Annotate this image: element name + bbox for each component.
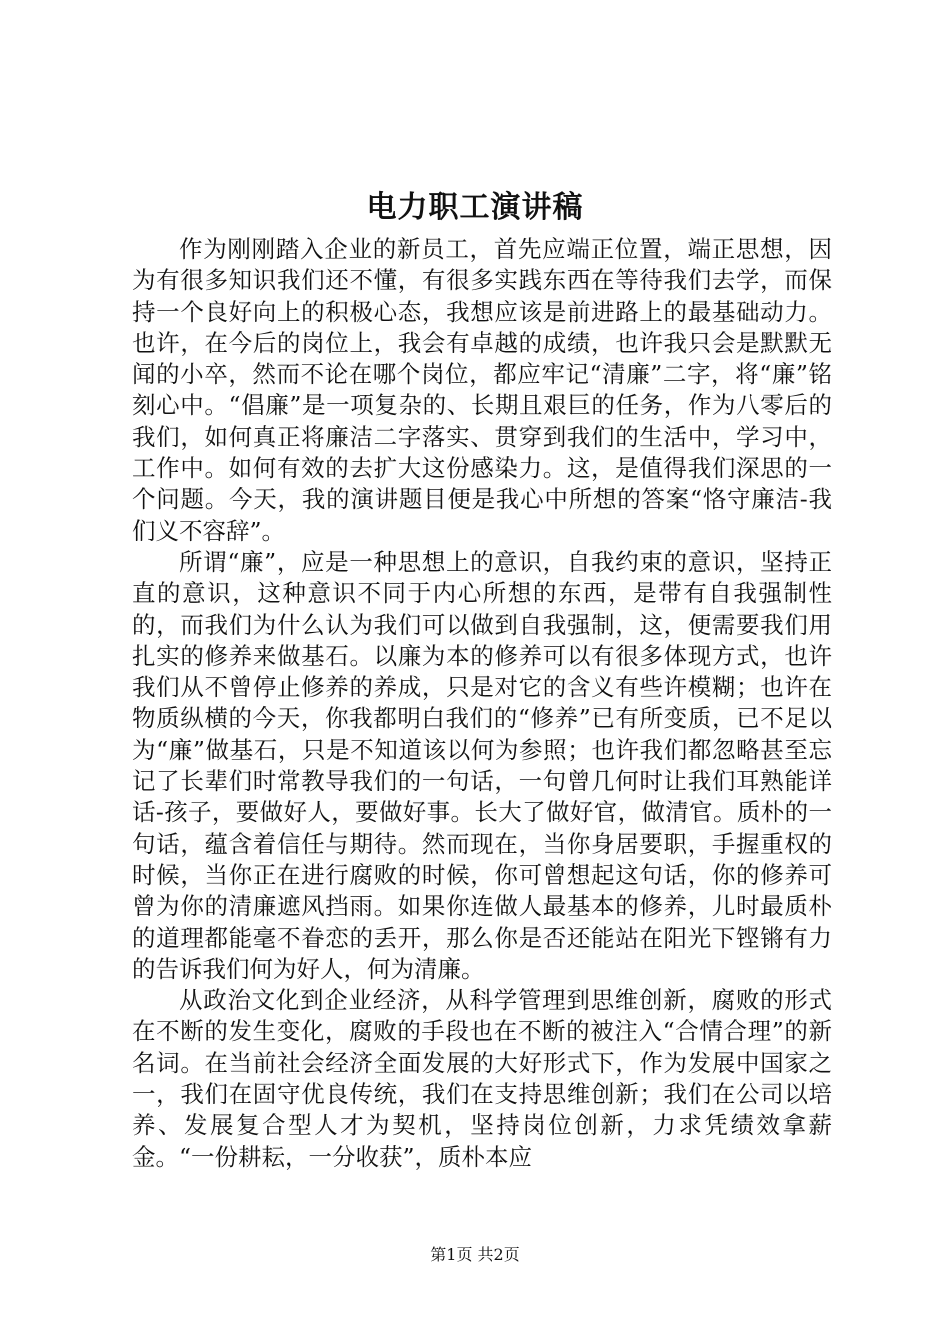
- paragraph-1: 作为刚刚踏入企业的新员工，首先应端正位置，端正思想，因为有很多知识我们还不懂，有很多实践东西在等待我们去学，而保持一个良好向上的积极心态，我想应该是前进路上的最基础动力。也许，在今后的岗位上，我会有卓越的成绩，也许我只会是默默无闻的小卒，然而不论在哪个岗位，都应牢记“清廉”二字，将“廉”铭刻心中。“倡廉”是一项复杂的、长期且艰巨的任务，作为八零后的我们，如何真正将廉洁二字落实、贯穿到我们的生活中，学习中，工作中。如何有效的去扩大这份感染力。这，是值得我们深思的一个问题。今天，我的演讲题目便是我心中所想的答案“恪守廉洁-我们义不容辞”。: [132, 235, 832, 545]
- paragraph-2: 所谓“廉”，应是一种思想上的意识，自我约束的意识，坚持正直的意识，这种意识不同于内心所想的东西，是带有自我强制性的，而我们为什么认为我们可以做到自我强制，这，便需要我们用扎实的修养来做基石。以廉为本的修养可以有很多体现方式，也许我们从不曾停止修养的养成，只是对它的含义有些许模糊；也许在物质纵横的今天，你我都明白我们的“修养”已有所变质，已不足以为“廉”做基石，只是不知道该以何为参照；也许我们都忽略甚至忘记了长辈们时常教导我们的一句话，一句曾几何时让我们耳熟能详话-孩子，要做好人，要做好事。长大了做好官，做清官。质朴的一句话，蕴含着信任与期待。然而现在，当你身居要职，手握重权的时候，当你正在进行腐败的时候，你可曾想起这句话，你的修养可曾为你的清廉遮风挡雨。如果你连做人最基本的修养，儿时最质朴的道理都能毫不眷恋的丢开，那么你是否还能站在阳光下铿锵有力的告诉我们何为好人，何为清廉。: [132, 547, 832, 983]
- document-title: 电力职工演讲稿: [366, 190, 584, 225]
- document-body: [132, 234, 832, 1173]
- page-number-footer: 第1页 共2页: [430, 1245, 520, 1264]
- paragraph-3: 从政治文化到企业经济，从科学管理到思维创新，腐败的形式在不断的发生变化，腐败的手段也在不断的被注入“合情合理”的新名词。在当前社会经济全面发展的大好形式下，作为发展中国家之一，我们在固守优良传统，我们在支持思维创新；我们在公司以培养、发展复合型人才为契机，坚持岗位创新，力求凭绩效拿薪金。“一份耕耘，一分收获”，质朴本应: [132, 986, 832, 1171]
